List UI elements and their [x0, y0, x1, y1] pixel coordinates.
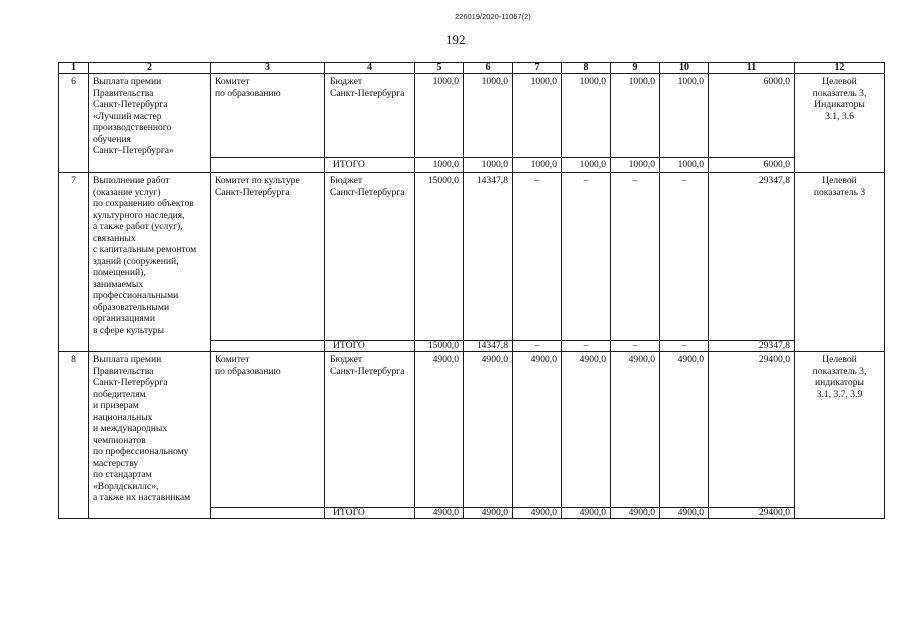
- total-empty-cell: [211, 158, 325, 173]
- table-header-row: [59, 63, 885, 74]
- column-header-3: 3: [211, 63, 325, 74]
- document-registration-number: 226019/2020-11067(2): [455, 12, 531, 21]
- activity-name-cell: Выплата премии Правительства Санкт-Петербурга победителям и призерам национальных и международных чемпионатов по профессиональному мастерству по стандартам «Ворлдскиллс», а также их наставникам: [89, 352, 211, 519]
- total-amount-cell-col7: 4900,0: [513, 508, 562, 519]
- table-row: [59, 173, 885, 341]
- amount-cell-col9: 1000,0: [611, 74, 660, 158]
- total-amount-cell-col10: –: [660, 341, 709, 352]
- amount-total-cell-col11: 29400,0: [709, 352, 795, 508]
- executor-cell: Комитет по образованию: [211, 352, 325, 508]
- total-label-cell: ИТОГО: [325, 158, 415, 173]
- total-amount-cell-col9: 1000,0: [611, 158, 660, 173]
- amount-cell-col5: 1000,0: [415, 74, 464, 158]
- table-row: [59, 74, 885, 158]
- row-number-cell: 8: [59, 352, 89, 519]
- activity-name-cell: Выплата премии Правительства Санкт-Петербурга «Лучший мастер производственного обучения Санкт–Петербурга»: [89, 74, 211, 173]
- column-header-1: 1: [59, 63, 89, 74]
- total-amount-cell-col6: 4900,0: [464, 508, 513, 519]
- amount-cell-col8: –: [562, 173, 611, 341]
- total-amount-cell-col5: 15000,0: [415, 341, 464, 352]
- amount-cell-col10: 1000,0: [660, 74, 709, 158]
- amount-cell-col10: –: [660, 173, 709, 341]
- total-empty-cell: [211, 508, 325, 519]
- column-header-12: 12: [795, 63, 885, 74]
- page-number: 192: [446, 32, 466, 47]
- amount-cell-col7: 4900,0: [513, 352, 562, 508]
- total-amount-cell-col5: 4900,0: [415, 508, 464, 519]
- activity-name-cell: Выполнение работ (оказание услуг) по сохранению объектов культурного наследия, а также работ (услуг), связанных с капитальным ремонтом зданий (сооружений, помещений), занимаемых профессиональными образовательными организациями в сфере культуры: [89, 173, 211, 352]
- column-header-8: 8: [562, 63, 611, 74]
- total-amount-cell-col6: 1000,0: [464, 158, 513, 173]
- column-header-2: 2: [89, 63, 211, 74]
- amount-cell-col6: 14347,8: [464, 173, 513, 341]
- indicator-cell: Целевой показатель 3, Индикаторы 3.1, 3.6: [795, 74, 885, 173]
- amount-cell-col8: 1000,0: [562, 74, 611, 158]
- funding-source-cell: Бюджет Санкт-Петербурга: [325, 173, 415, 341]
- column-header-7: 7: [513, 63, 562, 74]
- total-amount-cell-col8: 1000,0: [562, 158, 611, 173]
- total-amount-cell-col9: –: [611, 341, 660, 352]
- amount-total-cell-col11: 6000,0: [709, 74, 795, 158]
- table-row: [59, 352, 885, 508]
- amount-cell-col10: 4900,0: [660, 352, 709, 508]
- amount-cell-col5: 15000,0: [415, 173, 464, 341]
- table-header: [59, 63, 885, 74]
- amount-cell-col9: –: [611, 173, 660, 341]
- indicator-cell: Целевой показатель 3: [795, 173, 885, 352]
- indicator-cell: Целевой показатель 3, индикаторы 3.1, 3.7, 3.9: [795, 352, 885, 519]
- total-label-cell: ИТОГО: [325, 341, 415, 352]
- total-amount-cell-col5: 1000,0: [415, 158, 464, 173]
- column-header-10: 10: [660, 63, 709, 74]
- column-header-9: 9: [611, 63, 660, 74]
- table-body: [59, 74, 885, 519]
- program-table: [58, 62, 885, 519]
- column-header-5: 5: [415, 63, 464, 74]
- amount-cell-col8: 4900,0: [562, 352, 611, 508]
- executor-cell: Комитет по образованию: [211, 74, 325, 158]
- amount-cell-col6: 4900,0: [464, 352, 513, 508]
- total-amount-cell-col7: 1000,0: [513, 158, 562, 173]
- row-number-cell: 7: [59, 173, 89, 352]
- amount-cell-col5: 4900,0: [415, 352, 464, 508]
- amount-cell-col7: 1000,0: [513, 74, 562, 158]
- amount-cell-col9: 4900,0: [611, 352, 660, 508]
- total-amount-cell-col6: 14347,8: [464, 341, 513, 352]
- total-empty-cell: [211, 341, 325, 352]
- funding-source-cell: Бюджет Санкт-Петербурга: [325, 74, 415, 158]
- total-amount-cell-col11: 6000,0: [709, 158, 795, 173]
- column-header-4: 4: [325, 63, 415, 74]
- total-amount-cell-col11: 29347,8: [709, 341, 795, 352]
- amount-total-cell-col11: 29347,8: [709, 173, 795, 341]
- total-amount-cell-col8: 4900,0: [562, 508, 611, 519]
- amount-cell-col7: –: [513, 173, 562, 341]
- total-amount-cell-col10: 1000,0: [660, 158, 709, 173]
- total-amount-cell-col7: –: [513, 341, 562, 352]
- total-amount-cell-col9: 4900,0: [611, 508, 660, 519]
- row-number-cell: 6: [59, 74, 89, 173]
- executor-cell: Комитет по культуре Санкт-Петербурга: [211, 173, 325, 341]
- total-amount-cell-col8: –: [562, 341, 611, 352]
- total-amount-cell-col11: 29400,0: [709, 508, 795, 519]
- column-header-11: 11: [709, 63, 795, 74]
- amount-cell-col6: 1000,0: [464, 74, 513, 158]
- total-amount-cell-col10: 4900,0: [660, 508, 709, 519]
- total-label-cell: ИТОГО: [325, 508, 415, 519]
- funding-source-cell: Бюджет Санкт-Петербурга: [325, 352, 415, 508]
- column-header-6: 6: [464, 63, 513, 74]
